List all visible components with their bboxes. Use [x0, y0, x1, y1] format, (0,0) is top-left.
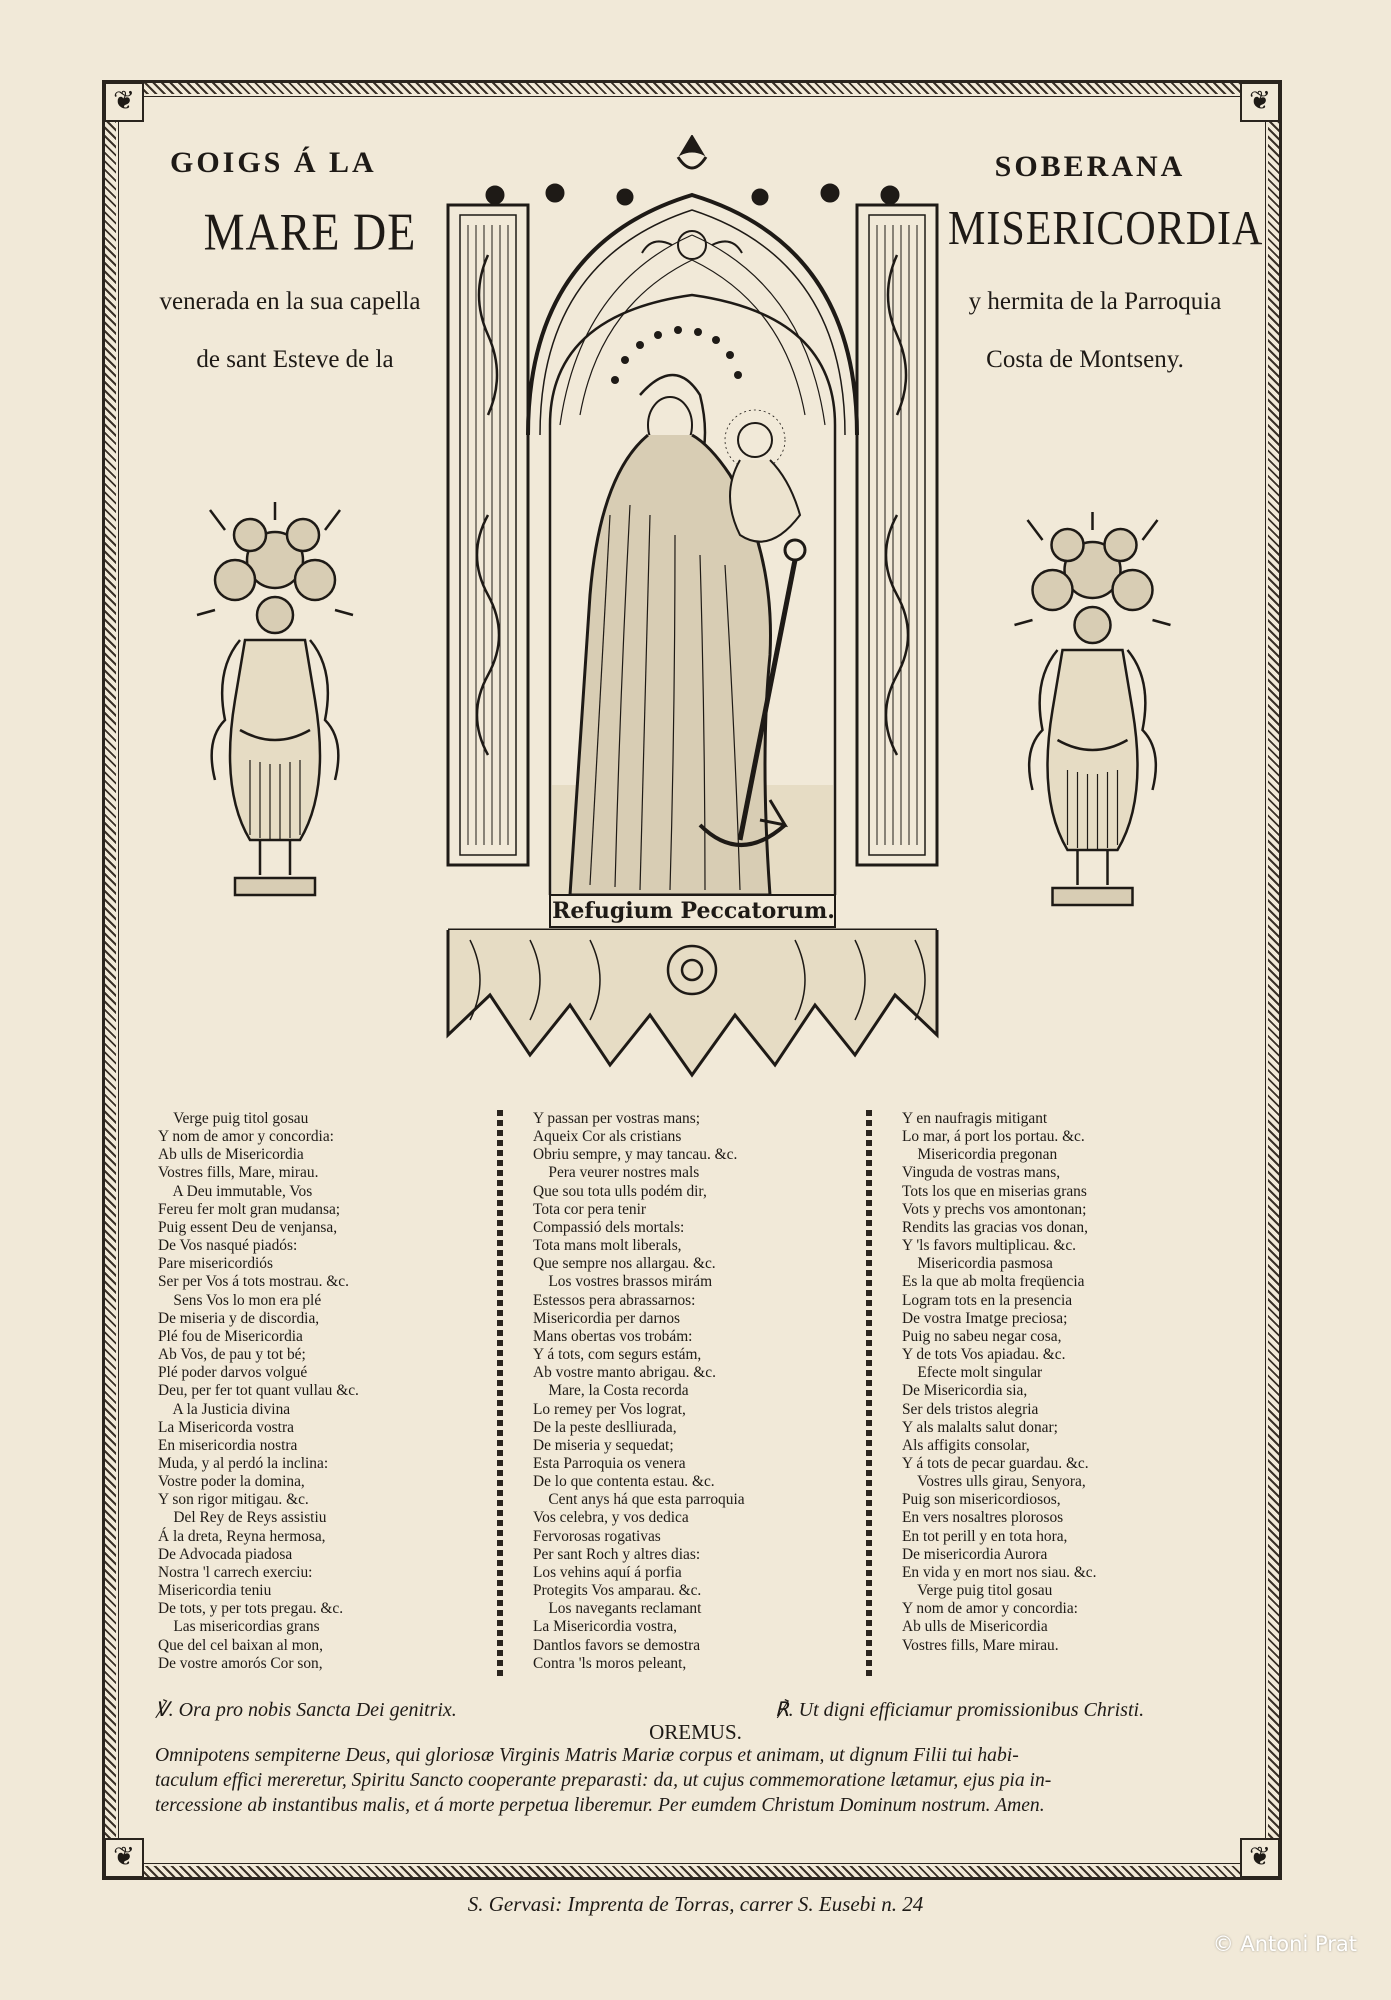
title-left-2 — [150, 202, 470, 261]
oremus-title: OREMUS. — [649, 1720, 742, 1744]
copyright-watermark: © Antoni Prat — [1212, 1932, 1357, 1956]
title-right-2 — [948, 202, 1264, 256]
title-line-1: GOIGS Á LA — [170, 146, 377, 179]
corner-ornament-icon: ❦ — [1240, 1838, 1280, 1878]
title-line-3: venerada en la sua capella — [159, 288, 421, 315]
flower-vase-right-icon — [1010, 510, 1175, 920]
printer-imprint: S. Gervasi: Imprenta de Torras, carrer S. Eusebi n. 24 — [467, 1892, 924, 1916]
title-right-3 — [955, 288, 1235, 316]
title-left — [150, 146, 450, 180]
response: ℟. Ut digni efficiamur promissionibus Christi. — [775, 1699, 1145, 1721]
title-right — [960, 150, 1220, 184]
title-line-4-right: Costa de Montseny. — [986, 346, 1184, 373]
verses-column-3: Y en naufragis mitigant Lo mar, á port los portau. &c. Misericordia pregonan Vinguda de vostras mans, Tots los que en miserias grans Vots y prechs vos amontonan; Rendits las gracias vos donan, Y 'ls favors multiplicau. &c. Misericordia pasmosa Es la que ab molta freqüencia Logram tots en la presencia De vostra Imatge preciosa; Puig no sabeu negar cosa, Y de tots Vos apiadau. &c. Efecte molt singular De Misericordia sia, Ser dels tristos alegria Y als malalts salut donar; Als affigits consolar, Y á tots de pecar guardau. &c. Vostres ulls girau, Senyora, Puig son misericordiosos, En vers nosaltres plorosos En tot perill y en tota hora, De misericordia Aurora En vida y en mort nos siau. &c. Verge puig titol gosau Y nom de amor y concordia: Ab ulls de Misericordia Vostres fills, Mare mirau. — [902, 1110, 1097, 1654]
versicle: ℣. Ora pro nobis Sancta Dei genitrix. — [155, 1699, 457, 1721]
title-right-4 — [955, 346, 1215, 374]
flower-vase-left-icon — [195, 500, 355, 910]
virgin-engraving-illustration — [440, 135, 945, 1080]
oremus-line: Omnipotens sempiterne Deus, qui gloriosæ Virginis Matris Mariæ corpus et animam, ut dignum Filii tui habi- — [155, 1745, 1019, 1766]
title-line-4: de sant Esteve de la — [196, 346, 394, 373]
title-line-2-right: MISERICORDIA — [948, 202, 1264, 256]
corner-ornament-icon: ❦ — [1240, 82, 1280, 122]
title-line-2: MARE DE — [203, 202, 417, 261]
oremus-line: tercessione ab instantibus malis, et á morte perpetua liberemur. Per eumdem Christum Dominum nostrum. Amen. — [155, 1795, 1045, 1816]
title-line-1-right: SOBERANA — [994, 150, 1186, 183]
image-caption: Refugium Peccatorum. — [552, 898, 835, 924]
title-line-3-right: y hermita de la Parroquia — [968, 288, 1222, 315]
corner-ornament-icon: ❦ — [104, 82, 144, 122]
title-left-3 — [150, 288, 430, 316]
oremus-line: taculum effici mereretur, Spiritu Sancto cooperante preparasti: da, ut cujus commemoratione lætamur, ejus pia in- — [155, 1770, 1052, 1791]
column-divider — [497, 1110, 503, 1680]
verses-column-1: Verge puig titol gosau Y nom de amor y concordia: Ab ulls de Misericordia Vostres fills, Mare, mirau. A Deu immutable, Vos Fereu fer molt gran mudansa; Puig essent Deu de venjansa, De Vos nasqué piadós: Pare misericordiós Ser per Vos á tots mostrau. &c. Sens Vos lo mon era plé De miseria y de discordia, Plé fou de Misericordia Ab Vos, de pau y tot bé; Plé poder darvos volgué Deu, per fer tot quant vullau &c. A la Justicia divina La Misericorda vostra En misericordia nostra Muda, y al perdó la inclina: Vostre poder la domina, Y son rigor mitigau. &c. Del Rey de Reys assistiu Á la dreta, Reyna hermosa, De Advocada piadosa Nostra 'l carrech exerciu: Misericordia teniu De tots, y per tots pregau. &c. Las misericordias grans Que del cel baixan al mon, De vostre amorós Cor son, — [158, 1110, 359, 1672]
title-left-4 — [150, 346, 440, 374]
oremus-prayer — [155, 1743, 1235, 1818]
column-divider — [866, 1110, 872, 1680]
corner-ornament-icon: ❦ — [104, 1838, 144, 1878]
verses-column-2: Y passan per vostras mans; Aqueix Cor als cristians Obriu sempre, y may tancau. &c. Pera veurer nostres mals Que sou tota ulls podém dir, Tota cor pera tenir Compassió dels mortals: Tota mans molt liberals, Que sempre nos allargau. &c. Los vostres brassos mirám Estessos pera abrassarnos: Misericordia per darnos Mans obertas vos trobám: Y á tots, com segurs estám, Ab vostre manto abrigau. &c. Mare, la Costa recorda Lo remey per Vos lograt, De la peste deslliurada, De miseria y sequedat; Esta Parroquia os venera De lo que contenta estau. &c. Cent anys há que esta parroquia Vos celebra, y vos dedica Fervorosas rogativas Per sant Roch y altres dias: Los vehins aquí á porfia Protegits Vos amparau. &c. Los navegants reclamant La Misericordia vostra, Dantlos favors se demostra Contra 'ls moros peleant, — [533, 1110, 745, 1672]
